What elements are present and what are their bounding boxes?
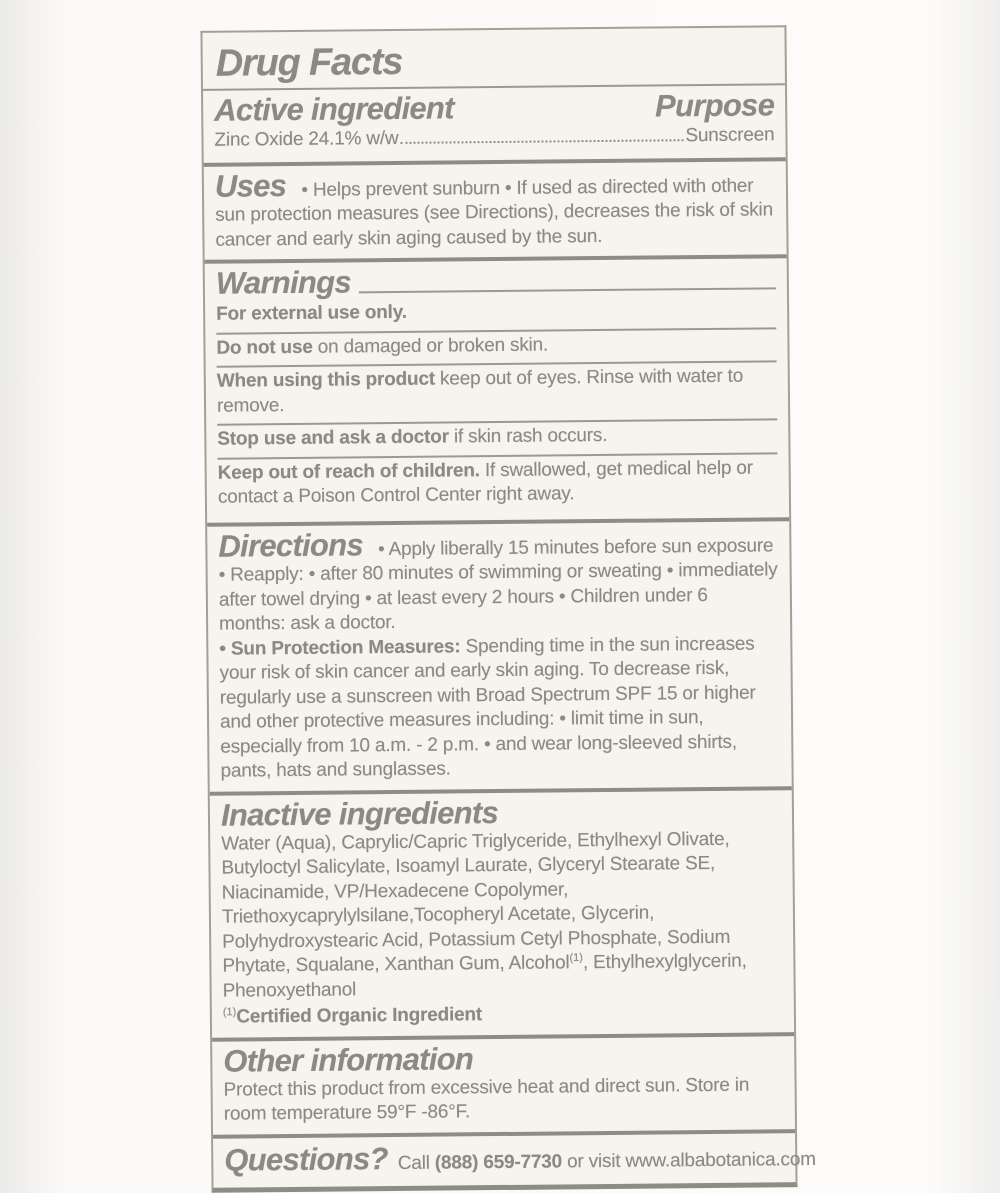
other-information-heading: Other information [223, 1039, 783, 1078]
active-ingredient-heading: Active ingredient [214, 91, 454, 127]
inactive-list-part1: Water (Aqua), Caprylic/Capric Triglyceride, Ethylhexyl Olivate, Butyloctyl Salicylate, Isoamyl Laurate, Glyceryl Stearate SE, Niacinamide, VP/Hexadecene Copolymer, Triethoxycaprylylsilane,Tocopheryl Acetate, Glycerin, Polyhydroxystearic Acid, Potassium Cetyl Phosphate, Sodium Phytate, Squalane, Xanthan Gum, Alcohol [221, 828, 730, 976]
section-other-information [212, 1032, 795, 1135]
warnings-heading: Warnings [216, 265, 351, 300]
questions-rest: or visit www.albabotanica.com [567, 1148, 816, 1171]
warning-bold: For external use only. [216, 302, 407, 325]
warnings-heading-rule [359, 261, 776, 293]
warning-row-keep-out-of-reach [218, 454, 779, 515]
warning-bold: When using this product [217, 369, 435, 392]
drug-facts-title: Drug Facts [216, 36, 772, 85]
footnote-row [223, 1000, 783, 1030]
inactive-list-part2: , Ethylhexylglycerin, Phenoxyethanol [223, 951, 747, 1002]
section-active-ingredient [203, 85, 786, 162]
questions-row [224, 1136, 784, 1181]
directions-intro-text: • Apply liberally 15 minutes before sun exposure • Reapply: • after 80 minutes of swimming or sweating • immediately after towel drying • at least every 2 hours • Children under 6 months: ask a doctor. [219, 535, 778, 635]
uses-heading: Uses [215, 168, 287, 204]
questions-heading: Questions? [224, 1142, 388, 1178]
ingredient-row [214, 123, 774, 153]
uses-text: • Helps prevent sunburn • If used as directed with other sun protection measures (see Directions), decreases the risk of skin cancer and early skin aging caused by the sun. [215, 175, 773, 250]
purpose-value: Sunscreen [685, 123, 774, 148]
warning-row-stop-use [217, 420, 777, 459]
questions-text [398, 1147, 816, 1176]
section-directions [207, 517, 792, 792]
section-uses [204, 157, 787, 260]
warning-rest: on damaged or broken skin. [313, 334, 549, 357]
section-drug-facts [202, 27, 785, 91]
phone-number: (888) 659-7730 [435, 1151, 562, 1173]
warning-row-do-not-use [216, 329, 776, 368]
call-label: Call [398, 1152, 430, 1173]
warning-bold: Stop use and ask a doctor [217, 426, 449, 449]
warning-row-external-use [216, 295, 776, 334]
footnote-text: Certified Organic Ingredient [236, 1004, 482, 1027]
inactive-ingredients-text [221, 827, 783, 1004]
warning-row-when-using [217, 362, 778, 425]
inactive-ingredients-heading: Inactive ingredients [221, 793, 781, 832]
warning-bold: Do not use [216, 336, 312, 358]
warning-rest: if skin rash occurs. [449, 425, 608, 448]
ingredient-name: Zinc Oxide 24.1% w/w [214, 127, 398, 153]
directions-heading: Directions [218, 527, 363, 563]
section-warnings [205, 254, 789, 522]
footnote-marker: (1) [223, 1006, 237, 1018]
directions-sun-measures-text: Spending time in the sun increases your risk of skin cancer and early skin aging. To decrease risk, regularly use a sunscreen with Broad Spectrum SPF 15 or higher and other protective measures including: • limit time in sun, especially from 10 a.m. - 2 p.m. • and wear long-sleeved shirts, pants, hats and sunglasses. [220, 633, 756, 782]
directions-intro-block [218, 524, 779, 637]
drug-facts-label-panel [200, 25, 797, 1193]
directions-sun-protection-block [219, 632, 780, 784]
directions-sun-measures-bold: • Sun Protection Measures: [219, 636, 460, 659]
purpose-heading: Purpose [655, 88, 774, 123]
section-questions [213, 1129, 795, 1188]
warning-rest: keep out of eyes. Rinse with water to remove. [217, 366, 743, 417]
alcohol-footnote-marker: (1) [569, 952, 583, 964]
warnings-heading-row [216, 261, 776, 300]
warning-rest: If swallowed, get medical help or contact a Poison Control Center right away. [218, 457, 753, 508]
warning-bold: Keep out of reach of children. [218, 460, 480, 484]
active-ingredient-header-row [214, 88, 774, 127]
other-information-text: Protect this product from excessive heat and direct sun. Store in room temperature 59°F -86°F. [223, 1073, 783, 1127]
dotted-leader [400, 139, 683, 144]
